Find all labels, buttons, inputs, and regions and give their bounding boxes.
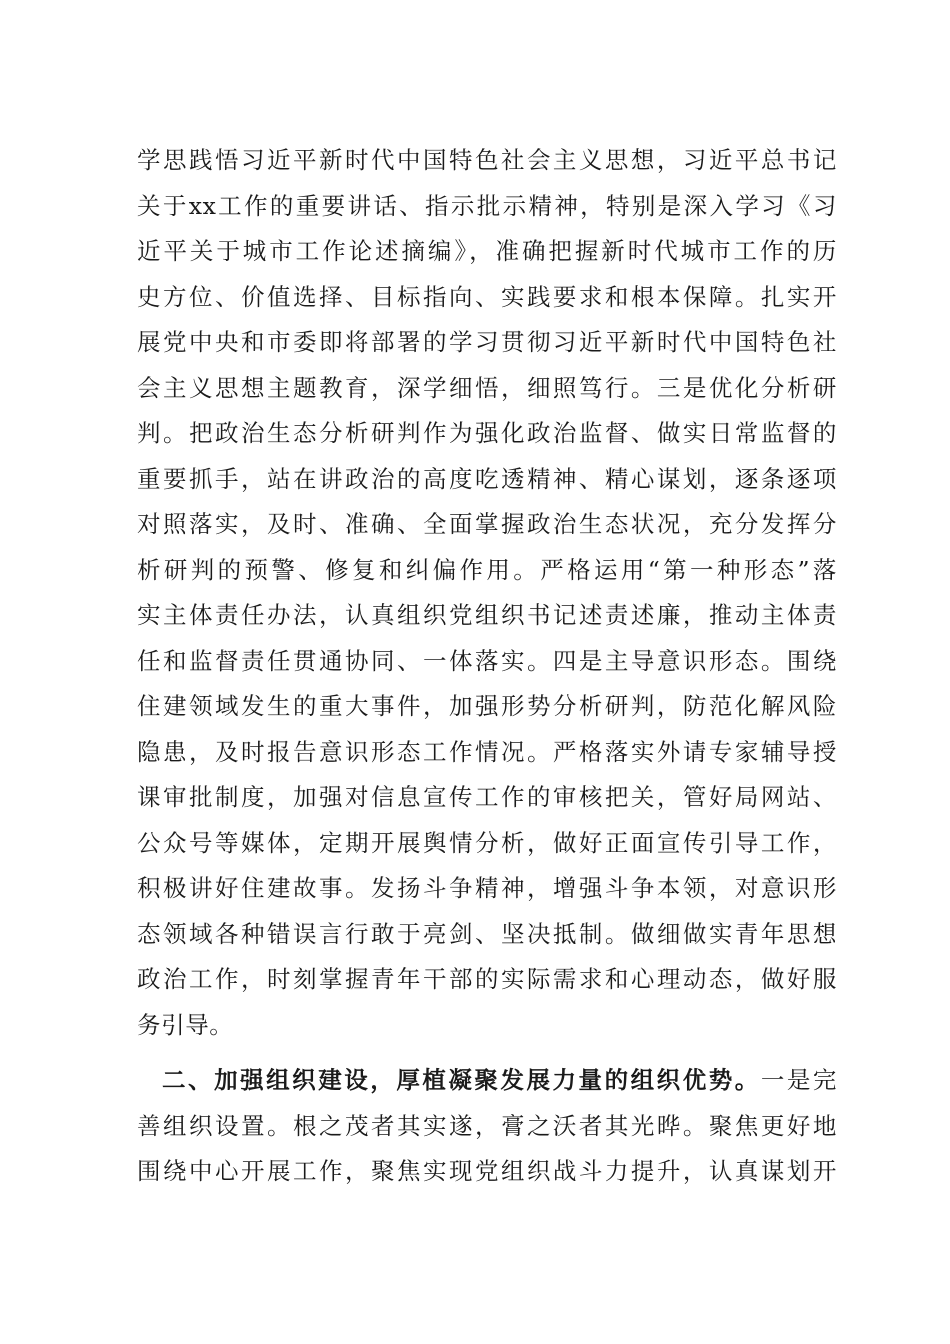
paragraph-1-line: 会主义思想主题教育，深学细悟，细照笃行。三是优化分析研 bbox=[137, 373, 837, 402]
paragraph-1-line: 展党中央和市委即将部署的学习贯彻习近平新时代中国特色社 bbox=[137, 328, 837, 356]
paragraph-1-line: 判。把政治生态分析研判作为强化政治监督、做实日常监督的 bbox=[137, 419, 837, 447]
paragraph-2 bbox=[137, 1058, 837, 1195]
paragraph-1-line: 对照落实，及时、准确、全面掌握政治生态状况，充分发挥分 bbox=[137, 510, 837, 538]
paragraph-spacer bbox=[137, 1048, 837, 1058]
paragraph-1 bbox=[137, 138, 837, 1048]
paragraph-1-line: 公众号等媒体，定期开展舆情分析，做好正面宣传引导工作， bbox=[137, 828, 837, 857]
paragraph-2-line: 善组织设置。根之茂者其实遂，膏之沃者其光晔。聚焦更好地 bbox=[137, 1111, 837, 1140]
document-body bbox=[137, 138, 837, 1195]
paragraph-1-line: 史方位、价值选择、目标指向、实践要求和根本保障。扎实开 bbox=[137, 282, 837, 311]
paragraph-1-line: 课审批制度，加强对信息宣传工作的审核把关，管好局网站、 bbox=[137, 783, 837, 811]
paragraph-1-line: 隐患，及时报告意识形态工作情况。严格落实外请专家辅导授 bbox=[137, 737, 837, 766]
section-heading: 二、加强组织建设，厚植凝聚发展力量的组织优势。 bbox=[162, 1066, 761, 1094]
paragraph-1-line: 析研判的预警、修复和纠偏作用。严格运用“第一种形态”落 bbox=[137, 555, 837, 584]
paragraph-1-line: 任和监督责任贯通协同、一体落实。四是主导意识形态。围绕 bbox=[137, 646, 837, 675]
paragraph-2-line: 围绕中心开展工作，聚焦实现党组织战斗力提升，认真谋划开 bbox=[137, 1157, 837, 1185]
paragraph-1-line: 积极讲好住建故事。发扬斗争精神，增强斗争本领，对意识形 bbox=[137, 874, 837, 902]
paragraph-2-first-line-rest: 一是完 bbox=[760, 1066, 837, 1094]
paragraph-1-line: 住建领域发生的重大事件，加强形势分析研判，防范化解风险 bbox=[137, 692, 837, 720]
paragraph-1-line: 近平关于城市工作论述摘编》，准确把握新时代城市工作的历 bbox=[137, 237, 837, 265]
paragraph-1-line: 实主体责任办法，认真组织党组织书记述责述廉，推动主体责 bbox=[137, 601, 837, 629]
paragraph-1-line: 关于xx工作的重要讲话、指示批示精神，特别是深入学习《习 bbox=[137, 191, 837, 220]
paragraph-1-line: 态领域各种错误言行敢于亮剑、坚决抵制。做细做实青年思想 bbox=[137, 919, 837, 948]
paragraph-1-line: 学思践悟习近平新时代中国特色社会主义思想，习近平总书记 bbox=[137, 146, 837, 174]
paragraph-2-first-line bbox=[137, 1058, 837, 1104]
paragraph-1-line: 务引导。 bbox=[137, 1010, 234, 1039]
paragraph-1-line: 重要抓手，站在讲政治的高度吃透精神、精心谋划，逐条逐项 bbox=[137, 464, 837, 493]
paragraph-1-line: 政治工作，时刻掌握青年干部的实际需求和心理动态，做好服 bbox=[137, 965, 837, 993]
